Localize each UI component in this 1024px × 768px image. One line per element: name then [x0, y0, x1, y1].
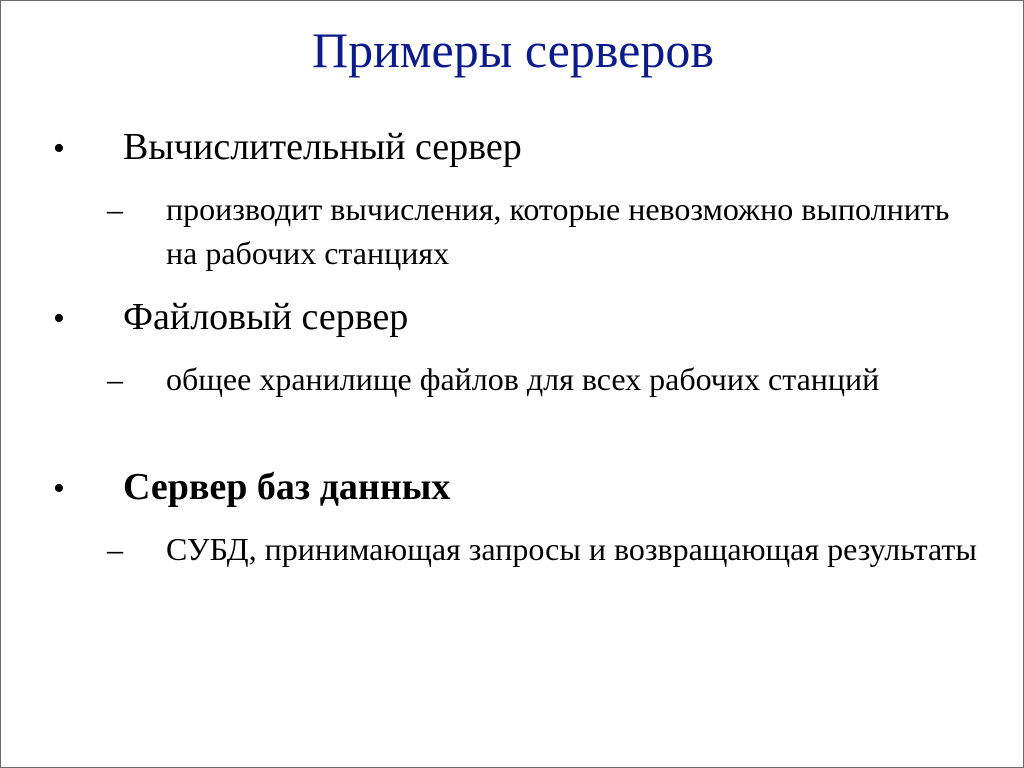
bullet-icon: • [53, 130, 65, 167]
bullet-icon: • [53, 300, 65, 337]
list-item-label: Сервер баз данных [123, 466, 451, 508]
list-item-label: Вычислительный сервер [123, 126, 522, 168]
dash-icon: – [107, 191, 123, 227]
dash-icon: – [107, 361, 123, 397]
slide-title: Примеры серверов [312, 22, 714, 78]
list-item-description: СУБД, принимающая запросы и возвращающая результаты [166, 531, 977, 567]
list-item-description: общее хранилище файлов для всех рабочих станций [166, 361, 880, 397]
list-item-description: производит вычисления, которые невозможно выполнить на рабочих станциях [166, 191, 950, 271]
bullet-icon: • [53, 470, 65, 507]
list-item-label: Файловый сервер [123, 296, 409, 338]
dash-icon: – [107, 531, 123, 567]
